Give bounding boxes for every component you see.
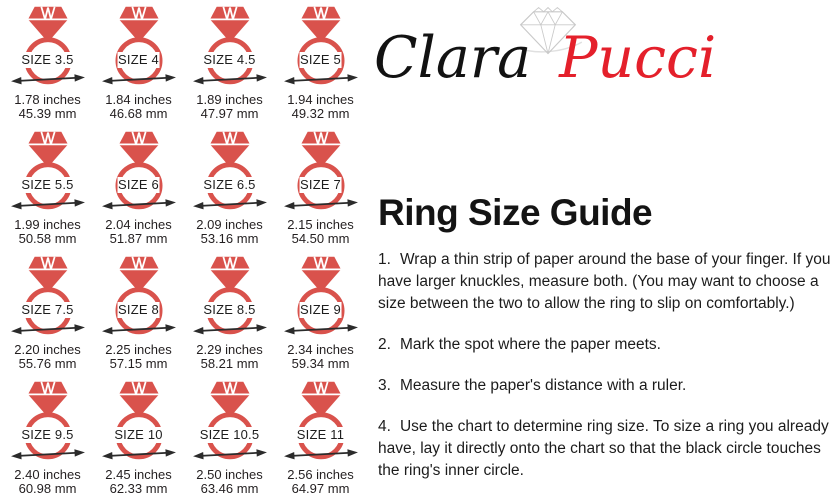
instructions-list [378,249,836,501]
ring-diameter-inches: 1.99 inches [14,217,81,232]
ring-diameter-mm: 55.76 mm [18,355,77,371]
ring-diamond-icon [193,5,267,87]
ring-size-cell [184,3,275,128]
ring-size-cell [2,3,93,128]
ring-size-cell [184,128,275,253]
ring-diameter-mm: 59.34 mm [291,355,350,371]
ring-diamond-icon [193,130,267,212]
ring-size-label: SIZE 11 [296,427,345,442]
ring-diameter-inches: 1.89 inches [196,92,263,107]
ring-size-cell [2,253,93,378]
ring-illustration [11,130,85,212]
ring-diameter-mm: 60.98 mm [18,480,77,496]
ring-size-label: SIZE 10.5 [199,427,260,442]
ring-size-label: SIZE 4.5 [203,52,256,67]
ring-illustration [11,255,85,337]
ring-diameter-mm: 53.16 mm [200,230,259,246]
ring-diameter-inches: 2.04 inches [105,217,172,232]
ring-illustration [193,255,267,337]
ring-diameter-mm: 46.68 mm [109,105,168,121]
ring-illustration [193,5,267,87]
ring-diameter-inches: 2.50 inches [196,467,263,482]
ring-size-cell [93,253,184,378]
ring-diameter-inches: 1.84 inches [105,92,172,107]
step-number: 3. [378,377,391,394]
ring-diamond-icon [102,5,176,87]
ring-size-label: SIZE 6 [118,177,159,192]
ring-illustration [284,130,358,212]
ring-diamond-icon [102,380,176,462]
step-text: Use the chart to determine ring size. To size a ring you already have, lay it directly onto the chart so that the black circle touches the ring's inner circle. [378,418,829,479]
ring-diamond-icon [11,380,85,462]
ring-diameter-inches: 1.78 inches [14,92,81,107]
ring-diameter-mm: 51.87 mm [109,230,168,246]
ring-diameter-mm: 57.15 mm [109,355,168,371]
ring-illustration [193,380,267,462]
ring-size-label: SIZE 7 [300,177,341,192]
ring-size-label: SIZE 5 [300,52,341,67]
ring-diamond-icon [11,255,85,337]
ring-size-label: SIZE 10 [114,427,163,442]
instruction-step-1 [378,249,836,315]
ring-size-cell [275,253,366,378]
ring-size-label: SIZE 9.5 [21,427,74,442]
ring-illustration [284,380,358,462]
ring-diameter-inches: 1.94 inches [287,92,354,107]
ring-diamond-icon [11,130,85,212]
ring-diamond-icon [284,380,358,462]
ring-size-cell [184,378,275,501]
instruction-step-3 [378,375,836,397]
ring-diamond-icon [11,5,85,87]
ring-size-label: SIZE 5.5 [21,177,74,192]
ring-size-cell [275,3,366,128]
ring-size-label: SIZE 8.5 [203,302,256,317]
page-title: Ring Size Guide [378,192,653,233]
ring-diamond-icon [102,255,176,337]
ring-diameter-inches: 2.34 inches [287,342,354,357]
instruction-step-4 [378,416,836,482]
ring-illustration [102,5,176,87]
ring-illustration [193,130,267,212]
step-text: Wrap a thin strip of paper around the base of your finger. If you have larger knuckles, measure both. (You may want to choose a size between the two to allow the ring to slip on comfortably.) [378,251,831,312]
step-number: 4. [378,418,391,435]
ring-size-cell [275,378,366,501]
ring-size-cell [2,378,93,501]
ring-diameter-mm: 47.97 mm [200,105,259,121]
step-text: Measure the paper's distance with a ruler. [399,377,687,394]
ring-diameter-inches: 2.15 inches [287,217,354,232]
ring-diameter-mm: 58.21 mm [200,355,259,371]
instruction-step-2 [378,334,836,356]
ring-size-cell [93,3,184,128]
ring-illustration [284,255,358,337]
ring-size-label: SIZE 6.5 [203,177,256,192]
step-number: 1. [378,251,391,268]
step-text: Mark the spot where the paper meets. [399,336,661,353]
ring-size-cell [2,128,93,253]
ring-diameter-mm: 49.32 mm [291,105,350,121]
ring-diamond-icon [193,380,267,462]
ring-diamond-icon [193,255,267,337]
ring-size-cell [275,128,366,253]
ring-illustration [102,380,176,462]
ring-size-label: SIZE 8 [118,302,159,317]
ring-diamond-icon [284,5,358,87]
ring-illustration [11,5,85,87]
ring-diameter-mm: 45.39 mm [18,105,77,121]
ring-size-label: SIZE 9 [300,302,341,317]
ring-diameter-inches: 2.40 inches [14,467,81,482]
ring-diamond-icon [102,130,176,212]
ring-diameter-mm: 54.50 mm [291,230,350,246]
ring-diameter-mm: 50.58 mm [18,230,77,246]
ring-diameter-inches: 2.45 inches [105,467,172,482]
step-number: 2. [378,336,391,353]
ring-size-cell [184,253,275,378]
ring-diamond-icon [284,130,358,212]
ring-diameter-inches: 2.20 inches [14,342,81,357]
ring-diameter-inches: 2.25 inches [105,342,172,357]
ring-size-chart [2,3,366,501]
ring-diameter-mm: 64.97 mm [291,480,350,496]
ring-illustration [102,255,176,337]
brand-name-pucci: Pucci [559,25,717,91]
ring-diameter-inches: 2.29 inches [196,342,263,357]
ring-diameter-mm: 62.33 mm [109,480,168,496]
brand-name-clara: Clara [374,25,532,91]
ring-illustration [11,380,85,462]
ring-diameter-mm: 63.46 mm [200,480,259,496]
ring-size-cell [93,378,184,501]
ring-diamond-icon [284,255,358,337]
ring-size-label: SIZE 4 [118,52,159,67]
ring-size-label: SIZE 7.5 [21,302,74,317]
brand-logo [374,4,836,129]
ring-illustration [102,130,176,212]
ring-illustration [284,5,358,87]
brand-name [374,25,717,91]
ring-size-label: SIZE 3.5 [21,52,74,67]
ring-diameter-inches: 2.09 inches [196,217,263,232]
ring-size-cell [93,128,184,253]
ring-diameter-inches: 2.56 inches [287,467,354,482]
